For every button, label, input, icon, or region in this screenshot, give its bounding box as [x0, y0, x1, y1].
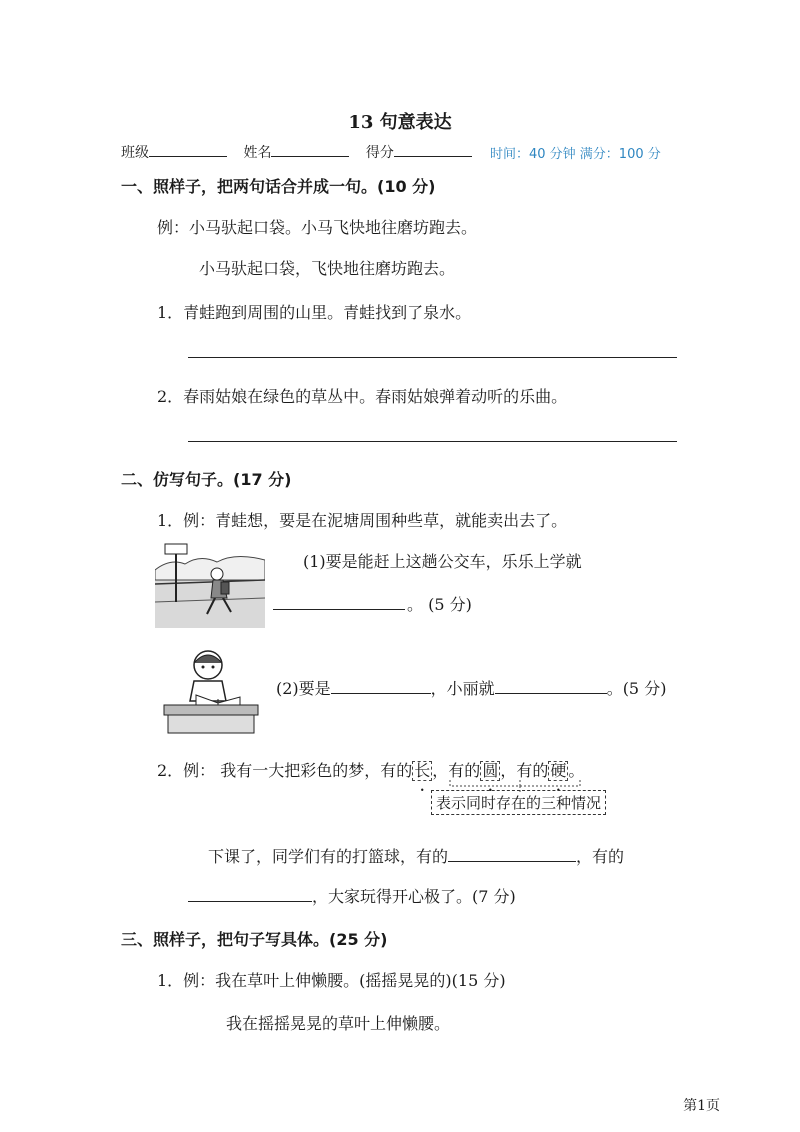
q2-middle: ，小丽就 — [430, 679, 495, 698]
q2-blank-1[interactable] — [331, 677, 431, 694]
time-info: 时间：40 分钟 满分：100 分 — [490, 147, 661, 162]
q2-prefix: (2)要是 — [276, 679, 331, 698]
answer-line-2[interactable] — [188, 441, 677, 442]
example2-word-1: 长 — [414, 761, 431, 780]
bus-stop-illustration — [155, 540, 265, 628]
hint-box: 表示同时存在的三种情况 — [431, 790, 606, 815]
section2-q2-line2 — [188, 884, 516, 907]
section2-example-1: 1．例：青蛙想，要是在泥塘周围种些草，就能卖出去了。 — [157, 511, 568, 530]
section1-example-question: 例：小马驮起口袋。小马飞快地往磨坊跑去。 — [157, 218, 478, 237]
page-number: 第1页 — [683, 1098, 720, 1114]
example2-prefix: 2．例： 我有一大把彩色的梦，有的 — [157, 761, 413, 780]
q2-line1-end: ，有的 — [576, 847, 625, 866]
section3-example-question: 1．例：我在草叶上伸懒腰。(摇摇晃晃的)(15 分) — [157, 971, 506, 990]
girl-reading-illustration — [160, 645, 262, 735]
page-title: 13 句意表达 — [348, 112, 452, 133]
q2-line2-blank[interactable] — [188, 885, 312, 902]
q2-line1-blank[interactable] — [448, 845, 576, 862]
section2-q2-row — [276, 676, 666, 699]
class-label: 班级 — [121, 145, 149, 161]
example2-end: 。 — [568, 761, 585, 780]
section3-heading: 三、照样子，把句子写具体。(25 分) — [121, 930, 388, 949]
section1-heading: 一、照样子，把两句话合并成一句。(10 分) — [121, 177, 436, 196]
example2-word-2: 圆 — [482, 761, 499, 780]
q1-answer-blank[interactable] — [273, 609, 405, 610]
example2-mid-2: ，有的 — [500, 761, 549, 780]
answer-line-1[interactable] — [188, 357, 677, 358]
name-field[interactable] — [271, 142, 349, 157]
example2-word-3: 硬 — [550, 761, 567, 780]
q2-line2-text: ，大家玩得开心极了。(7 分) — [312, 887, 516, 906]
section2-q1-text: (1)要是能赶上这趟公交车，乐乐上学就 — [303, 552, 582, 571]
q2-line1-text: 下课了，同学们有的打篮球，有的 — [208, 847, 449, 866]
section1-example-answer: 小马驮起口袋，飞快地往磨坊跑去。 — [199, 259, 456, 278]
student-info-row — [121, 142, 484, 162]
example2-mid-1: ，有的 — [432, 761, 481, 780]
score-field[interactable] — [394, 142, 472, 157]
section2-q1-end: 。 (5 分) — [407, 595, 472, 614]
class-field[interactable] — [149, 142, 227, 157]
q2-end: 。(5 分) — [606, 679, 667, 698]
section2-heading: 二、仿写句子。(17 分) — [121, 470, 292, 489]
score-label: 得分 — [365, 145, 394, 161]
section1-question-1: 1．青蛙跑到周围的山里。青蛙找到了泉水。 — [157, 303, 472, 322]
section1-question-2: 2．春雨姑娘在绿色的草丛中。春雨姑娘弹着动听的乐曲。 — [157, 387, 568, 406]
section2-example-2 — [157, 758, 584, 781]
section2-q2-line1 — [208, 844, 624, 867]
section3-example-answer: 我在摇摇晃晃的草叶上伸懒腰。 — [226, 1014, 451, 1033]
q2-blank-2[interactable] — [495, 677, 607, 694]
name-label: 姓名 — [243, 145, 272, 161]
